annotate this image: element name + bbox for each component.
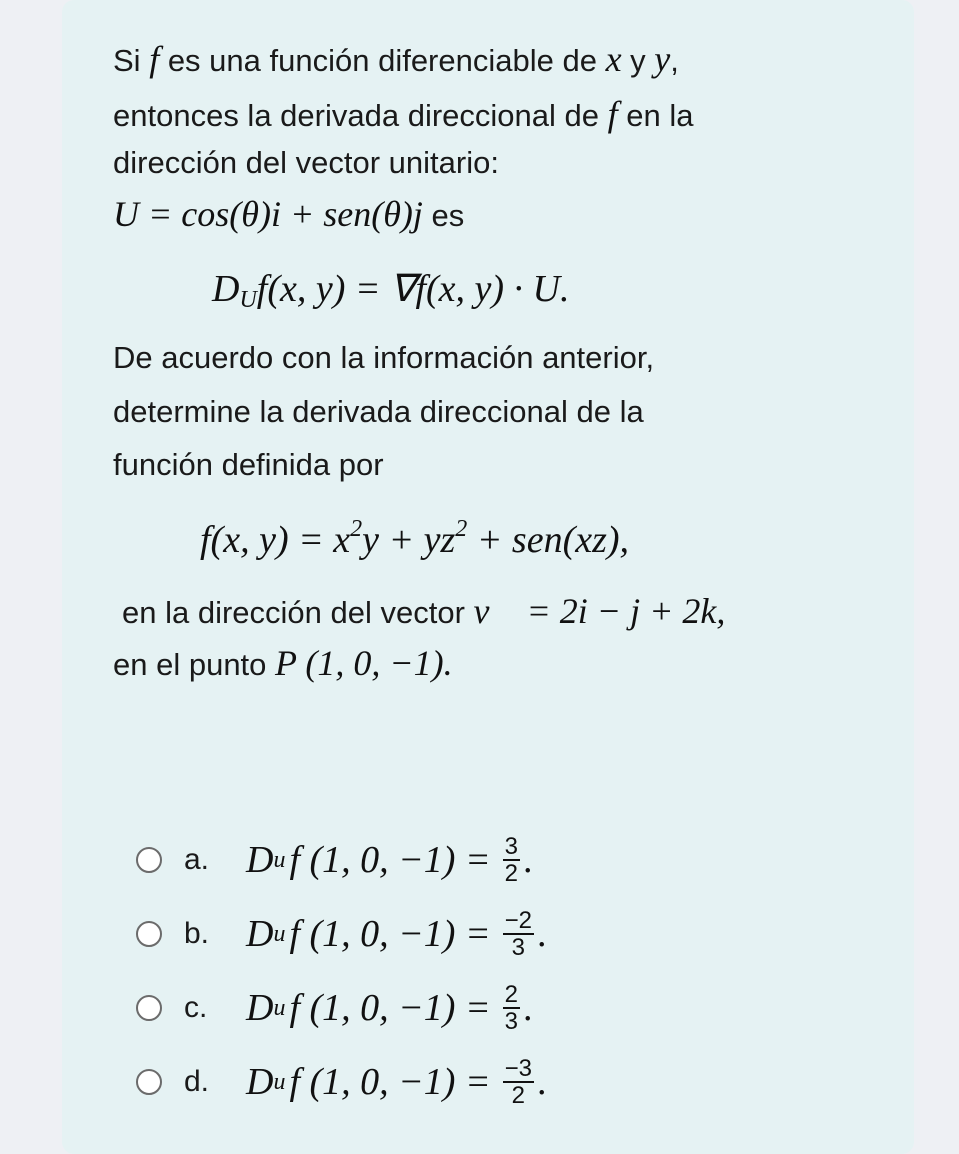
radio-button[interactable] bbox=[136, 921, 162, 947]
radio-button[interactable] bbox=[136, 1069, 162, 1095]
math-lhs: f (1, 0, −1) = bbox=[289, 839, 491, 881]
question-line-7: determine la derivada direccional de la bbox=[113, 394, 644, 429]
question-line-1 bbox=[113, 38, 679, 80]
text: es una función diferenciable de bbox=[159, 43, 606, 78]
text: es bbox=[422, 198, 465, 233]
math-part: y + yz bbox=[362, 519, 456, 561]
option-b[interactable] bbox=[136, 904, 696, 964]
math-x: x bbox=[605, 39, 622, 79]
fraction bbox=[503, 834, 520, 886]
denominator: 2 bbox=[511, 1082, 525, 1109]
option-letter: c. bbox=[184, 991, 208, 1024]
math-D: D bbox=[246, 987, 274, 1029]
unit-vector-formula: U = cos(θ)i + sen(θ)j bbox=[113, 194, 423, 234]
option-letter: a. bbox=[184, 843, 210, 876]
math-lhs: f (1, 0, −1) = bbox=[289, 987, 491, 1029]
text: Si bbox=[113, 43, 150, 78]
numerator: −2 bbox=[504, 906, 532, 934]
directional-derivative-formula bbox=[212, 266, 570, 311]
function-definition bbox=[200, 518, 629, 562]
point-P: P (1, 0, −1). bbox=[275, 643, 453, 683]
fraction bbox=[503, 908, 534, 960]
math-exponent: 2 bbox=[350, 516, 363, 542]
math-f: f bbox=[607, 94, 618, 134]
radio-button[interactable] bbox=[136, 995, 162, 1021]
numerator: −3 bbox=[504, 1054, 532, 1082]
question-line-3: dirección del vector unitario: bbox=[113, 145, 499, 180]
math-D: D bbox=[246, 913, 274, 955]
question-line-2 bbox=[113, 93, 693, 135]
vector-v: v⃗ = 2i − j + 2k, bbox=[473, 591, 726, 631]
option-a[interactable] bbox=[136, 830, 696, 890]
option-expression: D u f (1, 0, −1) = $\frac{-3}{2}$ . bbox=[246, 1054, 547, 1109]
text: en la bbox=[617, 98, 694, 133]
denominator: 3 bbox=[511, 934, 525, 961]
math-D: D bbox=[246, 839, 274, 881]
question-line-8: función definida por bbox=[113, 447, 384, 482]
denominator: 3 bbox=[504, 1008, 518, 1035]
option-letter: d. bbox=[184, 1065, 210, 1098]
text: y bbox=[621, 43, 655, 78]
option-expression: D u f (1, 0, −1) = $\frac{3}{2}$ . bbox=[246, 832, 533, 887]
question-line-11 bbox=[113, 642, 453, 684]
math-f: f bbox=[149, 39, 160, 79]
math-exponent: 2 bbox=[455, 516, 468, 542]
option-letter: b. bbox=[184, 917, 210, 950]
text: en el punto bbox=[113, 647, 276, 682]
text: entonces la derivada direccional de bbox=[113, 98, 608, 133]
numerator: 2 bbox=[504, 980, 518, 1008]
option-d[interactable] bbox=[136, 1052, 696, 1112]
text: , bbox=[670, 43, 679, 78]
math-y: y bbox=[654, 39, 671, 79]
denominator: 2 bbox=[504, 860, 518, 887]
question-line-10 bbox=[122, 590, 725, 632]
math-part: f(x, y) = x bbox=[200, 519, 351, 561]
fraction bbox=[503, 1056, 534, 1108]
math-part: + sen(xz), bbox=[467, 519, 630, 561]
math-D: D bbox=[246, 1061, 274, 1103]
fraction bbox=[503, 982, 520, 1034]
math-lhs: f (1, 0, −1) = bbox=[289, 913, 491, 955]
text: en la dirección del vector bbox=[122, 595, 474, 630]
numerator: 3 bbox=[504, 832, 518, 860]
math-rest: f(x, y) = ∇f(x, y) · U. bbox=[256, 268, 570, 310]
question-line-6: De acuerdo con la información anterior, bbox=[113, 340, 655, 375]
math-D: D bbox=[212, 268, 240, 310]
option-c[interactable] bbox=[136, 978, 696, 1038]
math-sub-U: U bbox=[239, 287, 257, 313]
math-lhs: f (1, 0, −1) = bbox=[289, 1061, 491, 1103]
radio-button[interactable] bbox=[136, 847, 162, 873]
question-line-4 bbox=[113, 193, 464, 235]
option-expression: D u f (1, 0, −1) = $\frac{2}{3}$ . bbox=[246, 980, 533, 1035]
option-expression: D u f (1, 0, −1) = $\frac{-2}{3}$ . bbox=[246, 906, 547, 961]
